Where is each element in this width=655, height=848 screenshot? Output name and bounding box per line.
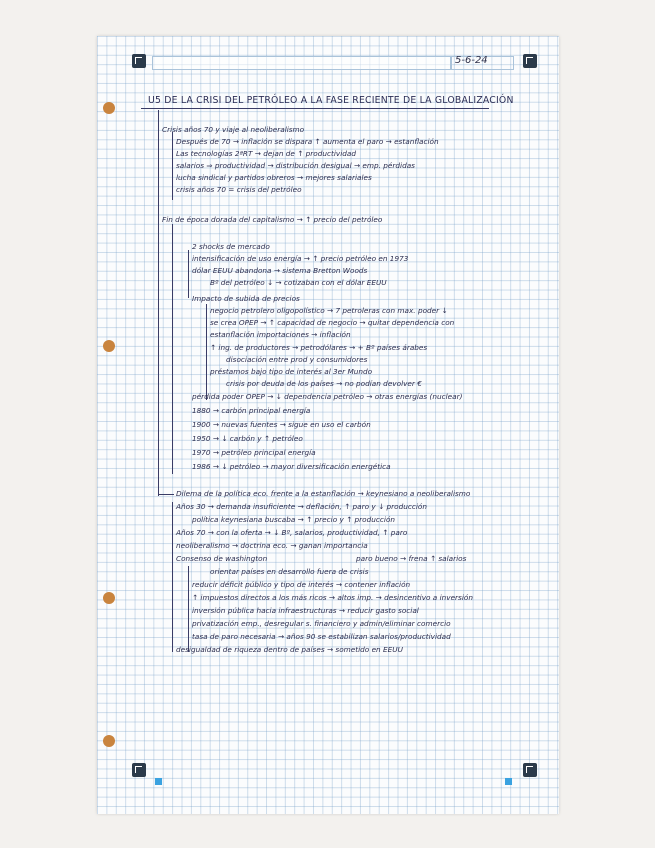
note-line: lucha sindical y partidos obreros → mejores salariales xyxy=(176,173,372,182)
note-line: política keynesiana buscaba → ↑ precio y ↑ producción xyxy=(192,515,396,524)
binder-hole xyxy=(103,102,115,114)
note-line: estanflación importaciones → inflación xyxy=(210,330,351,339)
note-line: Crisis años 70 y viaje al neoliberalismo xyxy=(162,125,305,134)
date: 5-6-24 xyxy=(455,55,488,66)
note-line: 1950 → ↓ carbón y ↑ petróleo xyxy=(192,434,303,443)
note-line: pérdida poder OPEP → ↓ dependencia petróleo → otras energías (nuclear) xyxy=(192,392,463,401)
note-line: Las tecnologías 2ªRT → dejan de ↑ productividad xyxy=(176,149,356,158)
tree-connector xyxy=(172,502,173,652)
note-line: 1900 → nuevas fuentes → sigue en uso el carbón xyxy=(192,420,371,429)
tree-connector xyxy=(172,132,173,200)
tree-connector xyxy=(206,304,207,400)
note-line: Años 70 → con la oferta → ↓ Bº, salarios, productividad, ↑ paro xyxy=(176,528,408,537)
title-underline xyxy=(141,108,489,109)
note-line: Impacto de subida de precios xyxy=(192,294,300,303)
note-line: Bº del petróleo ↓ → cotizaban con el dólar EEUU xyxy=(210,278,387,287)
note-line: reducir déficit público y tipo de interés → contener inflación xyxy=(192,580,411,589)
note-line: desigualdad de riqueza dentro de países → sometido en EEUU xyxy=(176,645,403,654)
tree-connector xyxy=(158,110,159,496)
note-line: orientar países en desarrollo fuera de crisis xyxy=(210,567,369,576)
tree-connector xyxy=(188,250,189,298)
note-line: crisis por deuda de los países → no podían devolver € xyxy=(226,379,422,388)
note-line: negocio petrolero oligopolístico → 7 petroleras con max. poder ↓ xyxy=(210,306,448,315)
note-line: Años 30 → demanda insuficiente → deflación, ↑ paro y ↓ producción xyxy=(176,502,427,511)
header-box xyxy=(152,56,452,70)
note-line: Fin de época dorada del capitalismo → ↑ precio del petróleo xyxy=(162,215,383,224)
tree-connector xyxy=(158,494,174,495)
corner-marker-icon xyxy=(132,54,146,68)
tree-connector xyxy=(188,566,189,652)
corner-marker-icon xyxy=(523,54,537,68)
note-line: paro bueno → frena ↑ salarios xyxy=(356,554,467,563)
binder-hole xyxy=(103,735,115,747)
note-line: privatización emp., desregular s. financiero y admin/eliminar comercio xyxy=(192,619,451,628)
note-line: disociación entre prod y consumidores xyxy=(226,355,368,364)
corner-marker-icon xyxy=(523,763,537,777)
marker-square xyxy=(155,778,162,785)
note-line: dólar EEUU abandona → sistema Bretton Woods xyxy=(192,266,368,275)
binder-hole xyxy=(103,592,115,604)
corner-marker-icon xyxy=(132,763,146,777)
note-line: Después de 70 → inflación se dispara ↑ aumenta el paro → estanflación xyxy=(176,137,439,146)
note-line: 1880 → carbón principal energía xyxy=(192,406,311,415)
note-line: se crea OPEP → ↑ capacidad de negocio → quitar dependencia con xyxy=(210,318,455,327)
note-line: crisis años 70 = crisis del petróleo xyxy=(176,185,302,194)
note-line: Consenso de washington xyxy=(176,554,268,563)
note-line: ↑ impuestos directos a los más ricos → altos imp. → desincentivo a inversión xyxy=(192,593,473,602)
note-line: Dilema de la política eco. frente a la estanflación → keynesiano a neoliberalismo xyxy=(176,489,471,498)
binder-hole xyxy=(103,340,115,352)
note-line: salarios ⇒ productividad → distribución desigual → emp. pérdidas xyxy=(176,161,415,170)
note-line: tasa de paro necesaria → años 90 se estabilizan salarios/productividad xyxy=(192,632,451,641)
tree-connector xyxy=(172,224,173,474)
marker-square xyxy=(505,778,512,785)
note-line: 1986 → ↓ petróleo → mayor diversificación energética xyxy=(192,462,391,471)
page-title: U5 DE LA CRISI DEL PETRÓLEO A LA FASE RECIENTE DE LA GLOBALIZACIÓN xyxy=(148,95,514,106)
note-line: 1970 → petróleo principal energía xyxy=(192,448,316,457)
note-line: préstamos bajo tipo de interés al 3er Mundo xyxy=(210,367,373,376)
note-line: inversión pública hacia infraestructuras → reducir gasto social xyxy=(192,606,419,615)
note-line: neoliberalismo → doctrina eco. → ganan importancia xyxy=(176,541,368,550)
note-line: ↑ ing. de productores → petrodólares → + Bº países árabes xyxy=(210,343,428,352)
note-line: intensificación de uso energía → ↑ precio petróleo en 1973 xyxy=(192,254,409,263)
note-line: 2 shocks de mercado xyxy=(192,242,270,251)
